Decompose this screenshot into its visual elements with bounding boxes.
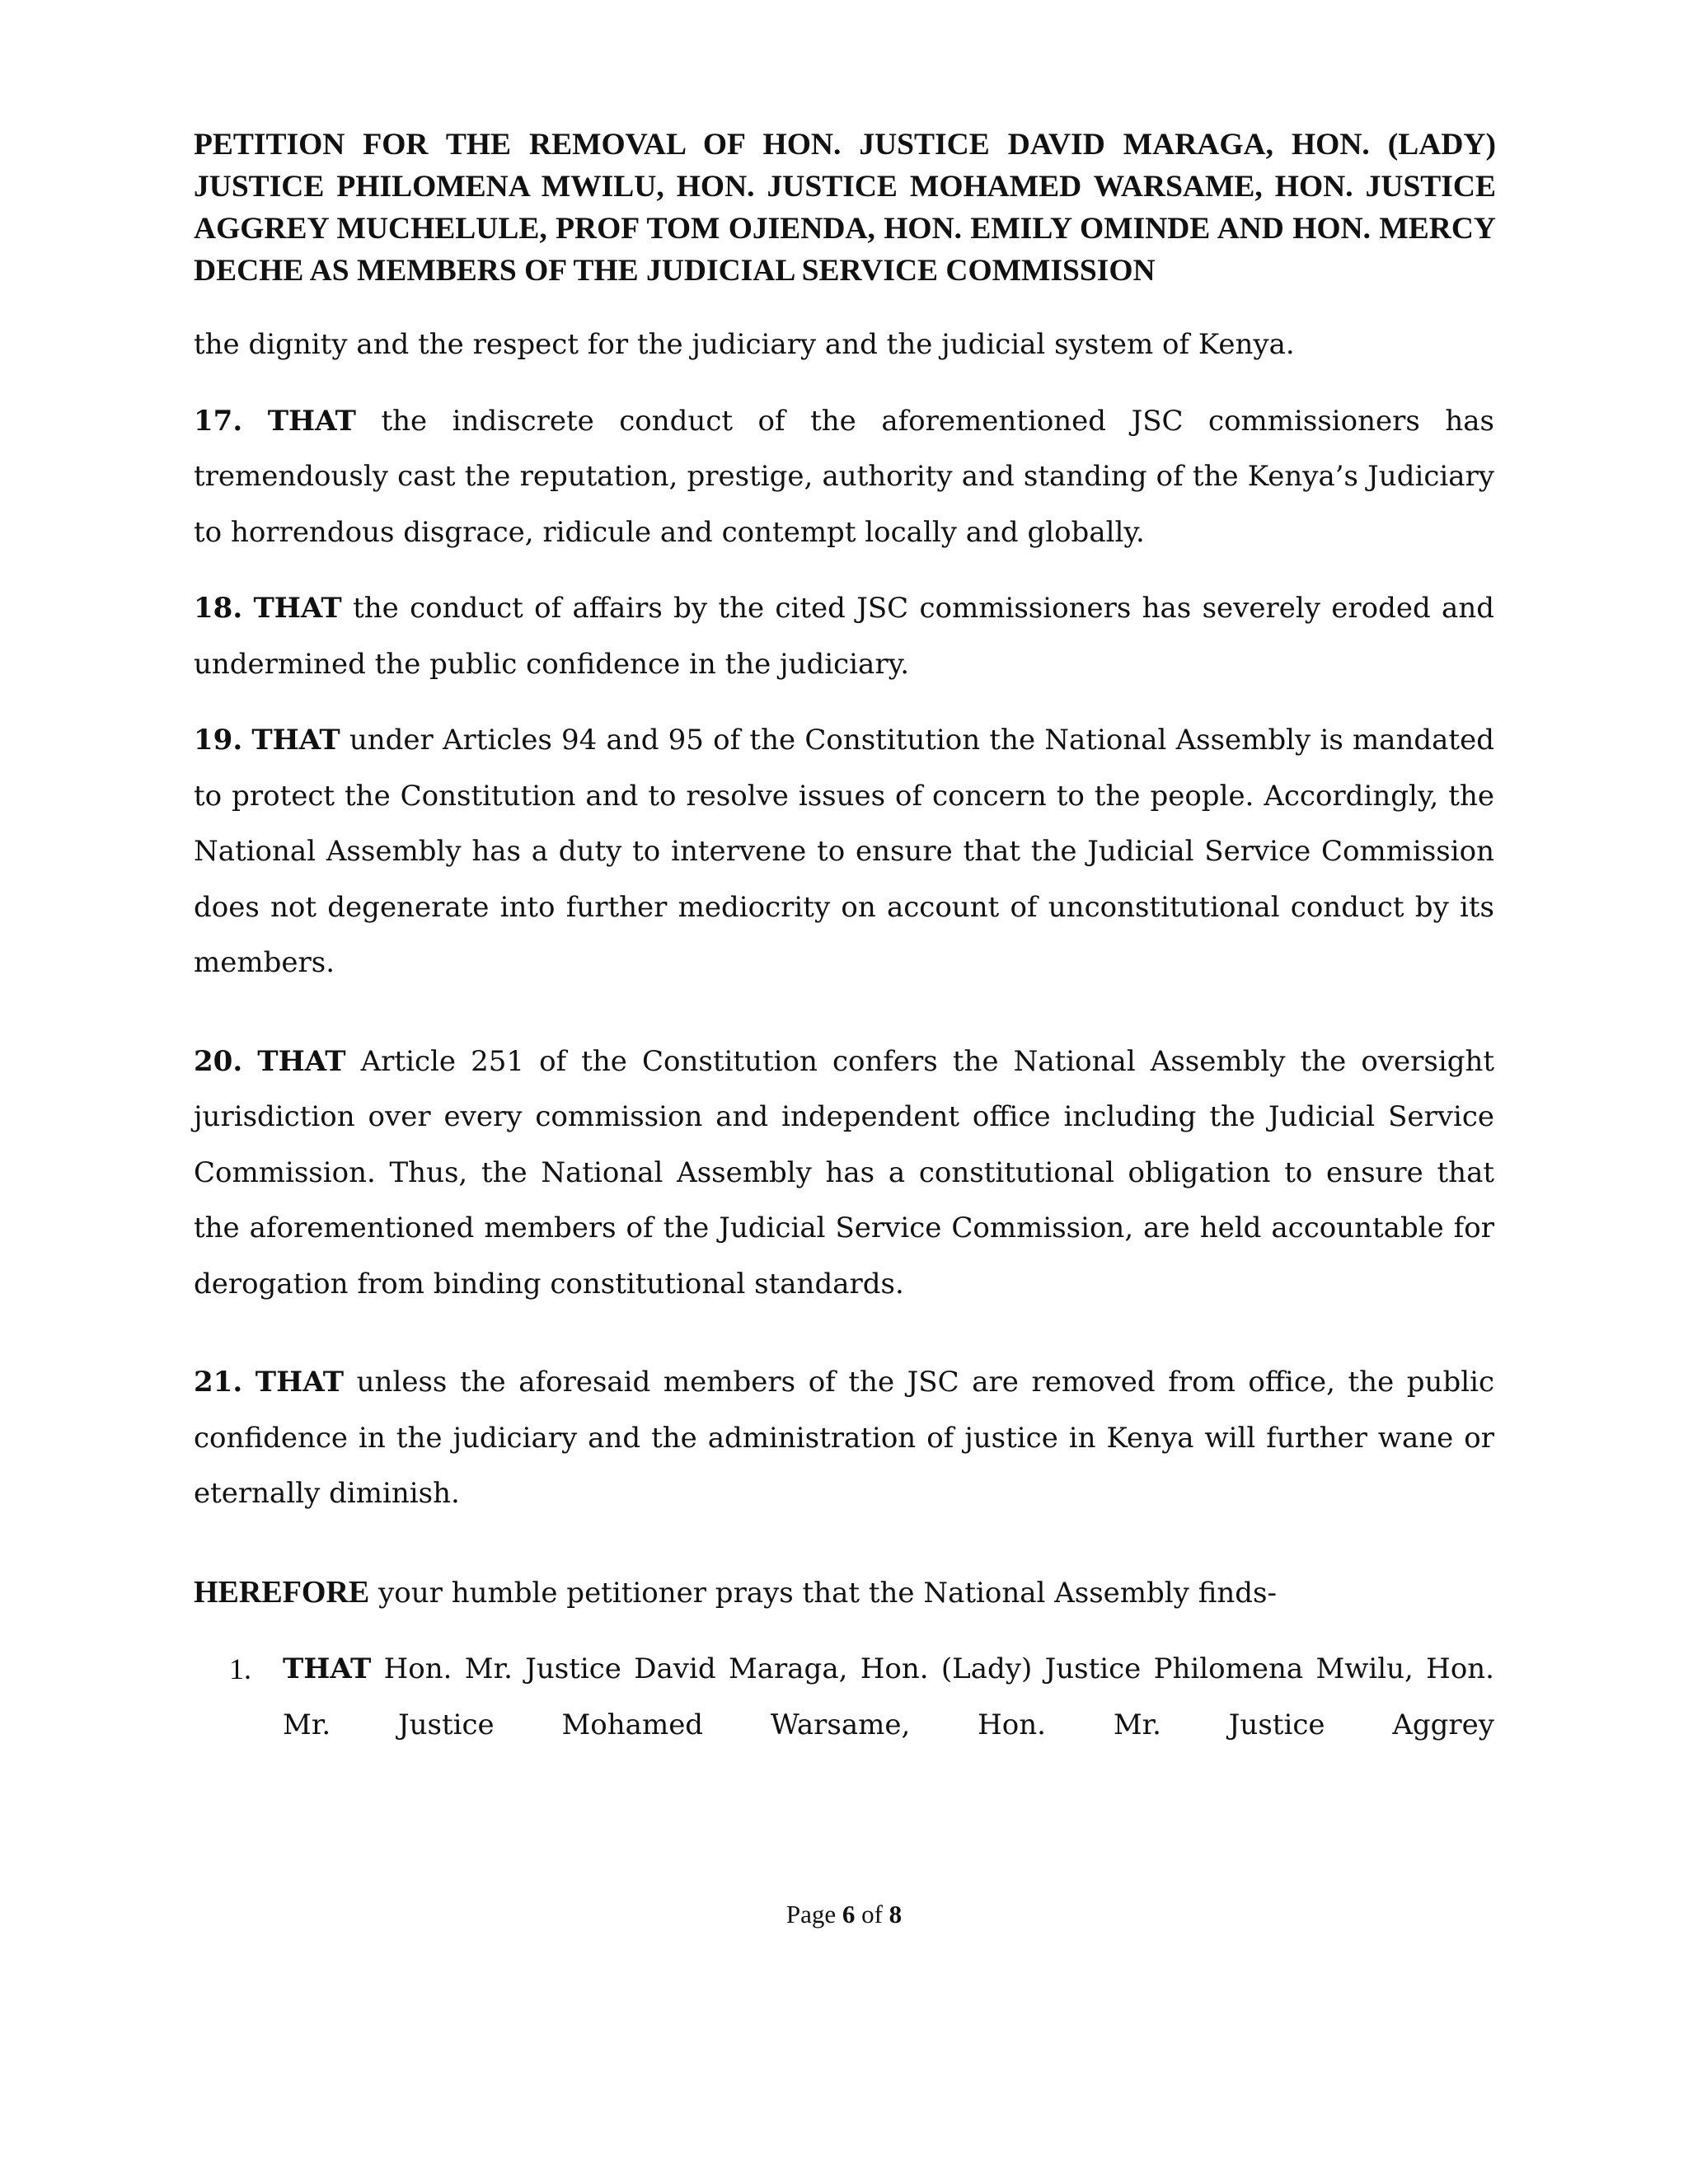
paragraph-text: the conduct of affairs by the cited JSC commissioners has severely eroded and undermined the public confidence in the judiciary. <box>194 592 1494 681</box>
paragraph-number: 19. <box>194 724 243 757</box>
paragraph-number: 18. <box>194 592 243 625</box>
page-total: 8 <box>889 1900 903 1929</box>
paragraph-number: 17. <box>194 404 243 438</box>
prayer-item-number: 1. <box>229 1652 251 1685</box>
paragraph-text: Article 251 of the Constitution confers the National Assembly the oversight jurisdiction over every commission and independent office including the Judicial Service Commission. Thus, the National Assembly has a constitutional obligation to ensure that the aforementioned members of the Judicial Service Commission, are held accountable for derogation from binding constitutional standards. <box>194 1044 1495 1301</box>
paragraph-lead: THAT <box>267 404 356 438</box>
paragraph-18 <box>194 581 1494 692</box>
page-word: Page <box>785 1900 837 1929</box>
paragraph-17 <box>194 394 1494 561</box>
paragraph-lead: THAT <box>253 592 342 625</box>
paragraph-text: unless the aforesaid members of the JSC are removed from office, the public confidence in the judiciary and the administration of justice in Kenya will further wane or eternally diminish. <box>194 1366 1495 1510</box>
paragraph-text: under Articles 94 and 95 of the Constitution the National Assembly is mandated to protect the Constitution and to resolve issues of concern to the people. Accordingly, the National Assembly has a duty to intervene to ensure that the Judicial Service Commission does not degenerate into further mediocrity on account of unconstitutional conduct by its members. <box>194 724 1494 979</box>
paragraph-lead: THAT <box>255 1366 345 1399</box>
of-word: of <box>861 1900 883 1929</box>
prayer-intro <box>194 1565 1494 1622</box>
prayer-item <box>194 1642 1494 1753</box>
paragraph-lead: THAT <box>257 1044 346 1078</box>
paragraph-20 <box>194 1034 1494 1313</box>
prayer-list <box>194 1642 1494 1753</box>
paragraph-text: the indiscrete conduct of the aforementioned JSC commissioners has tremendously cast the reputation, prestige, authority and standing of the Kenya’s Judiciary to horrendous disgrace, ridicule and contempt locally and globally. <box>194 404 1495 549</box>
paragraph-lead: THAT <box>251 724 340 757</box>
continuation-text: the dignity and the respect for the judiciary and the judicial system of Kenya. <box>194 328 1295 361</box>
paragraph-number: 20. <box>194 1044 243 1078</box>
page-footer <box>0 1898 1688 1931</box>
prayer-lead: HEREFORE <box>194 1574 370 1610</box>
prayer-item-text: Hon. Mr. Justice David Maraga, Hon. (Lady) Justice Philomena Mwilu, Hon. Mr. Justice Mohamed Warsame, Hon. Mr. Justice Aggrey <box>283 1652 1494 1741</box>
document-body <box>194 317 1494 1753</box>
prayer-text: your humble petitioner prays that the National Assembly finds- <box>378 1576 1277 1610</box>
paragraph-number: 21. <box>194 1366 243 1399</box>
petition-heading: PETITION FOR THE REMOVAL OF HON. JUSTICE DAVID MARAGA, HON. (LADY) JUSTICE PHILOMENA MWILU, HON. JUSTICE MOHAMED WARSAME, HON. JUSTICE AGGREY MUCHELULE, PROF TOM OJIENDA, HON. EMILY OMINDE AND HON. MERCY DECHE AS MEMBERS OF THE JUDICIAL SERVICE COMMISSION <box>194 128 1496 288</box>
paragraph-21 <box>194 1355 1494 1522</box>
paragraph-19 <box>194 713 1494 991</box>
prayer-item-lead: THAT <box>283 1652 372 1685</box>
page-current: 6 <box>842 1900 856 1929</box>
